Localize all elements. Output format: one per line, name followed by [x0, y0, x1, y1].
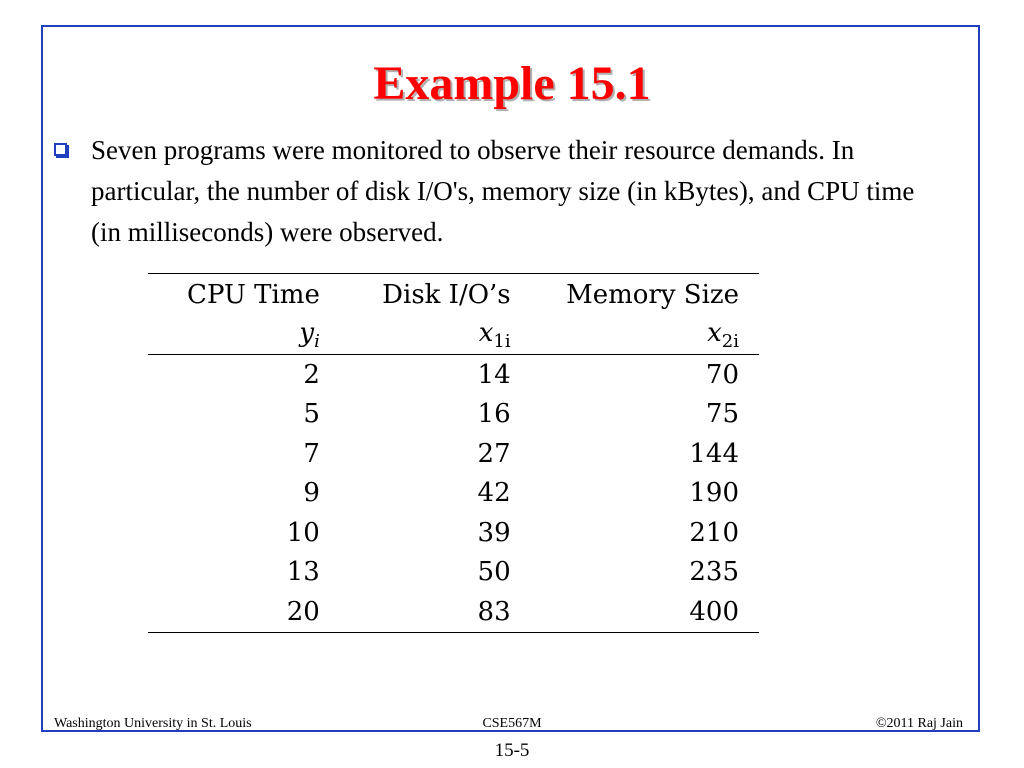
table-row — [148, 434, 759, 474]
symbol-x1: $x_{1i}$ — [478, 317, 511, 353]
cell-disk-io: 27 — [477, 438, 511, 469]
cell-memory-size: 400 — [689, 596, 739, 627]
cell-disk-io: 16 — [477, 399, 511, 430]
cell-cpu-time: 10 — [286, 517, 320, 548]
header-memory-size: Memory Size — [566, 280, 739, 310]
cell-cpu-time: 9 — [303, 478, 320, 509]
table-row — [148, 553, 759, 593]
cell-cpu-time: 7 — [303, 438, 320, 469]
cell-disk-io: 50 — [477, 557, 511, 588]
cell-disk-io: 83 — [477, 596, 511, 627]
cell-memory-size: 75 — [705, 399, 739, 430]
symbol-y: $y_i$ — [299, 317, 320, 353]
footer-institution: Washington University in St. Louis — [54, 716, 252, 731]
cell-memory-size: 144 — [689, 438, 739, 469]
cell-memory-size: 70 — [705, 359, 739, 390]
table-row — [148, 513, 759, 553]
cell-disk-io: 42 — [477, 478, 511, 509]
table-symbol-row — [148, 316, 759, 355]
cell-cpu-time: 13 — [286, 557, 320, 588]
cell-cpu-time: 20 — [286, 596, 320, 627]
slide-title: Example 15.1 — [373, 57, 651, 110]
page-number: 15-5 — [494, 740, 530, 761]
cell-disk-io: 14 — [477, 359, 511, 390]
header-cpu-time: CPU Time — [187, 280, 320, 310]
symbol-x2: $x_{2i}$ — [707, 317, 739, 353]
cell-memory-size: 210 — [689, 517, 739, 548]
table-row — [148, 474, 759, 514]
square-bullet-icon — [54, 143, 67, 156]
footer-course: CSE567M — [482, 716, 542, 731]
table-header-row — [148, 274, 759, 317]
cell-memory-size: 190 — [689, 478, 739, 509]
table-row — [148, 592, 759, 632]
cell-cpu-time: 2 — [303, 359, 320, 390]
bullet-text: Seven programs were monitored to observe their resource demands. In particular, the number of disk I/O's, memory size (in kBytes), and CPU time (in milliseconds) were observed. — [91, 135, 915, 247]
table-body — [148, 355, 759, 633]
data-table — [148, 273, 759, 633]
table-row — [148, 395, 759, 435]
cell-disk-io: 39 — [477, 517, 511, 548]
cell-memory-size: 235 — [689, 557, 739, 588]
cell-cpu-time: 5 — [303, 399, 320, 430]
header-disk-io: Disk I/O’s — [382, 280, 511, 310]
footer-copyright: ©2011 Raj Jain — [875, 716, 963, 731]
table-row — [148, 355, 759, 395]
